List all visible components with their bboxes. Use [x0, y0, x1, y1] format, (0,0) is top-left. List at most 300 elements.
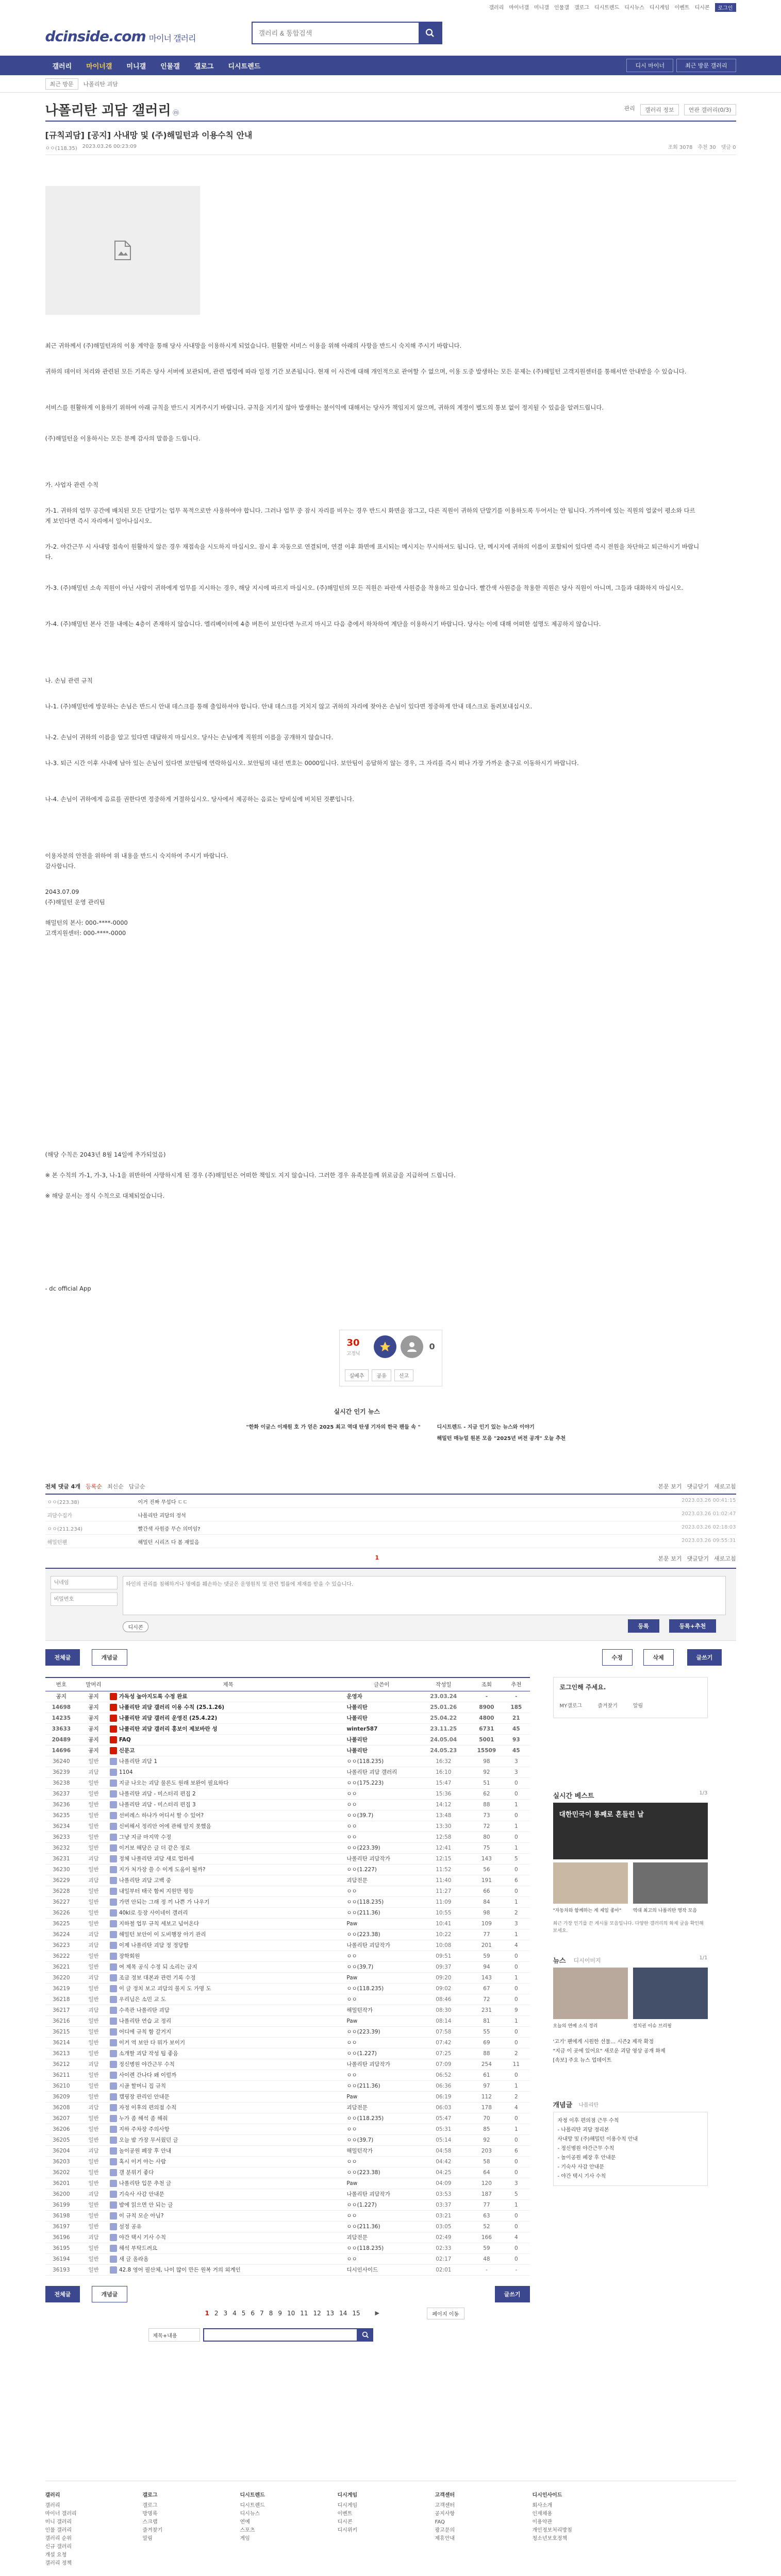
sort-reply[interactable]: 답글순 — [128, 1483, 145, 1490]
post-title-link[interactable] — [110, 1821, 347, 1832]
table-row[interactable] — [45, 1864, 530, 1875]
comment-author[interactable]: 괴담수집가 — [47, 1513, 72, 1519]
news-item[interactable]: [속보] 주요 뉴스 업데이트 — [553, 2058, 612, 2063]
footer-link[interactable]: 이용약관 — [532, 2519, 553, 2525]
table-row[interactable] — [45, 2070, 530, 2080]
post-title-link[interactable] — [110, 2134, 347, 2145]
page-jump-button[interactable]: 페이지 이동 — [427, 2308, 464, 2319]
related-gallery-button[interactable]: 연관 갤러리(0/3) — [684, 104, 736, 115]
table-row[interactable] — [45, 1972, 530, 1983]
all-posts-button[interactable]: 전체글 — [45, 1649, 80, 1666]
post-title-link[interactable] — [110, 1983, 347, 1994]
post-writer[interactable]: ㅇㅇ(223.38) — [346, 1929, 417, 1940]
footer-column-heading[interactable]: 갤러리 — [45, 2493, 60, 2498]
page-number[interactable]: 8 — [269, 2309, 273, 2317]
post-writer[interactable]: 나폴리탄 — [346, 1702, 417, 1713]
page-number[interactable]: 5 — [241, 2309, 246, 2317]
realtime-best-caption[interactable]: 역대 최고의 나폴리탄 명작 모음 — [633, 1908, 697, 1913]
top-link-news[interactable]: 디시뉴스 — [624, 5, 644, 11]
post-writer[interactable]: 디시인사이드 — [346, 2264, 417, 2275]
post-title-link[interactable] — [110, 2070, 347, 2080]
table-row[interactable] — [45, 1918, 530, 1929]
table-row[interactable] — [45, 1907, 530, 1918]
concept-item[interactable]: 사내망 및 (주)해밀턴 이용수칙 안내 — [557, 2137, 638, 2142]
table-row[interactable] — [45, 2124, 530, 2134]
post-writer[interactable]: 괴담전문 — [346, 1875, 417, 1886]
post-title-link[interactable] — [110, 1896, 347, 1907]
comment-name-input[interactable] — [51, 1576, 118, 1589]
top-link-minor[interactable]: 마이너갤 — [509, 5, 529, 11]
news-item[interactable]: "지금 이 곳에 있어요" 새로운 괴담 영상 공개 화제 — [553, 2048, 666, 2054]
page-number[interactable]: 15 — [352, 2309, 360, 2317]
table-row[interactable] — [45, 2113, 530, 2124]
page-number[interactable]: 9 — [278, 2309, 282, 2317]
table-row[interactable] — [45, 2210, 530, 2221]
table-row[interactable] — [45, 1842, 530, 1853]
concept-item[interactable]: - 기숙사 사감 안내문 — [557, 2164, 604, 2170]
post-title-link[interactable] — [110, 1940, 347, 1951]
footer-link[interactable]: 인재채용 — [532, 2511, 553, 2517]
table-row[interactable] — [45, 2091, 530, 2102]
write-button[interactable]: 글쓰기 — [687, 1649, 722, 1666]
post-writer[interactable]: ㅇㅇ(118.235) — [346, 2113, 417, 2124]
vote-down-button[interactable] — [401, 1335, 423, 1358]
concept-tab[interactable]: 나폴리탄 — [578, 2103, 599, 2108]
top-link-person[interactable]: 인물갤 — [554, 5, 569, 11]
table-row[interactable] — [45, 2015, 530, 2026]
post-title-link[interactable] — [110, 2145, 347, 2156]
post-writer[interactable]: ㅇㅇ — [346, 1951, 417, 1961]
post-title-link[interactable] — [110, 1918, 347, 1929]
table-row[interactable] — [45, 2005, 530, 2015]
best-posts-button-bottom[interactable]: 개념글 — [92, 2286, 128, 2302]
post-writer[interactable]: 나폴리탄 — [346, 1713, 417, 1723]
page-number[interactable]: 12 — [313, 2309, 321, 2317]
post-writer[interactable]: ㅇㅇ(118.235) — [346, 1756, 417, 1767]
table-row[interactable] — [45, 1799, 530, 1810]
footer-link[interactable]: 갤러리 순위 — [45, 2536, 72, 2541]
realtime-best-thumb[interactable] — [553, 1862, 628, 1904]
concept-item[interactable]: - 놀이공원 폐장 후 안내문 — [557, 2155, 616, 2161]
close-comments-link-2[interactable]: 댓글닫기 — [687, 1555, 709, 1562]
table-row[interactable] — [45, 2156, 530, 2167]
footer-link[interactable]: 알림 — [142, 2536, 153, 2541]
notice-row[interactable] — [45, 1702, 530, 1713]
post-title-link[interactable] — [110, 1864, 347, 1875]
page-number[interactable]: 7 — [260, 2309, 264, 2317]
post-writer[interactable]: ㅇㅇ — [346, 2210, 417, 2221]
table-row[interactable] — [45, 2199, 530, 2210]
table-row[interactable] — [45, 1756, 530, 1767]
footer-link[interactable]: 인물 갤러리 — [45, 2528, 72, 2533]
nav-person[interactable]: 인물갤 — [160, 62, 180, 71]
table-row[interactable] — [45, 2189, 530, 2199]
refresh-comments-link-2[interactable]: 새로고침 — [713, 1555, 736, 1562]
table-row[interactable] — [45, 2232, 530, 2243]
close-comments-link[interactable]: 댓글닫기 — [687, 1483, 709, 1490]
page-number[interactable]: 13 — [326, 2309, 335, 2317]
comment-submit-recommend-button[interactable]: 등록+추천 — [669, 1619, 717, 1633]
post-writer[interactable]: Paw — [346, 2015, 417, 2026]
site-logo[interactable] — [45, 28, 196, 45]
post-writer[interactable]: 나폴리탄 — [346, 1745, 417, 1756]
page-number[interactable]: 4 — [232, 2309, 237, 2317]
footer-link[interactable]: 개인정보처리방침 — [532, 2528, 572, 2533]
post-title-link[interactable] — [110, 2156, 347, 2167]
post-writer[interactable]: ㅇㅇ(39.7) — [346, 1810, 417, 1821]
comment-count-tab[interactable]: 전체 댓글 4개 — [45, 1483, 80, 1490]
footer-link[interactable]: 디시콘 — [337, 2519, 353, 2525]
my-gallog-link[interactable]: MY갤로그 — [559, 1703, 583, 1709]
nav-trend[interactable]: 디시트렌드 — [228, 62, 261, 71]
nav-minor[interactable]: 마이너갤 — [86, 62, 112, 71]
comment-textarea[interactable] — [123, 1576, 726, 1615]
post-title-link[interactable] — [110, 1994, 347, 2005]
post-title-link[interactable] — [110, 1832, 347, 1842]
post-title-link[interactable] — [110, 2091, 347, 2102]
post-writer[interactable]: ㅇㅇ — [346, 1886, 417, 1896]
footer-link[interactable]: 스크랩 — [142, 2519, 158, 2525]
post-writer[interactable]: 나폴리탄 괴담작가 — [346, 1853, 417, 1864]
post-title-link[interactable] — [110, 1875, 347, 1886]
footer-link[interactable]: 미니 갤러리 — [45, 2519, 72, 2525]
write-button-bottom[interactable]: 글쓰기 — [495, 2286, 530, 2302]
table-row[interactable] — [45, 2134, 530, 2145]
table-row[interactable] — [45, 1832, 530, 1842]
news-caption[interactable]: 오늘의 연예 소식 정리 — [553, 2024, 598, 2029]
realtime-news-item[interactable]: 디시트렌드 - 지금 인기 있는 뉴스와 이야기 — [437, 1425, 535, 1430]
footer-link[interactable]: 디시뉴스 — [240, 2511, 260, 2517]
footer-link[interactable]: 청소년보호정책 — [532, 2536, 568, 2541]
post-writer[interactable]: 나폴리탄 괴담작가 — [346, 1940, 417, 1951]
nav-mini[interactable]: 미니갤 — [126, 62, 146, 71]
footer-link[interactable]: 이벤트 — [337, 2511, 353, 2517]
dccon-button[interactable]: 디시콘 — [123, 1621, 149, 1632]
footer-link[interactable]: 디시위키 — [337, 2528, 358, 2533]
table-row[interactable] — [45, 2026, 530, 2037]
page-number[interactable]: 14 — [339, 2309, 347, 2317]
post-writer[interactable]: ㅇㅇ — [346, 1821, 417, 1832]
post-title-link[interactable] — [110, 2059, 347, 2070]
top-link-event[interactable]: 이벤트 — [674, 5, 690, 11]
table-row[interactable] — [45, 1961, 530, 1972]
footer-link[interactable]: 고객센터 — [435, 2503, 455, 2509]
report-button[interactable]: 신고 — [394, 1369, 413, 1381]
nav-gallery[interactable]: 갤러리 — [52, 62, 72, 71]
post-writer[interactable]: 나폴리탄 괴담작가 — [346, 2059, 417, 2070]
search-type-select[interactable]: 제목+내용 — [148, 2328, 200, 2342]
post-title-link[interactable] — [110, 1961, 347, 1972]
concept-item[interactable]: - 정신병원 야간근무 수칙 — [557, 2146, 614, 2151]
post-writer[interactable]: ㅇㅇ(223.38) — [346, 2167, 417, 2178]
gallery-info-button[interactable]: 갤러리 정보 — [640, 104, 679, 115]
post-writer[interactable]: ㅇㅇ(39.7) — [346, 2134, 417, 2145]
table-row[interactable] — [45, 1983, 530, 1994]
post-title-link[interactable] — [110, 1886, 347, 1896]
post-title-link[interactable] — [110, 1723, 347, 1734]
top-link-dccon[interactable]: 디시콘 — [694, 5, 710, 11]
table-row[interactable] — [45, 2178, 530, 2189]
footer-link[interactable]: 디시게임 — [337, 2503, 358, 2509]
top-link-game[interactable]: 디시게임 — [649, 5, 670, 11]
post-writer[interactable]: ㅇㅇ(223.39) — [346, 2026, 417, 2037]
post-title-link[interactable] — [110, 1929, 347, 1940]
table-row[interactable] — [45, 1896, 530, 1907]
post-title-link[interactable] — [110, 2037, 347, 2048]
comment-password-input[interactable] — [51, 1592, 118, 1606]
post-title-link[interactable] — [110, 2048, 347, 2059]
table-row[interactable] — [45, 1788, 530, 1799]
nav-dc-minor-button[interactable]: 디시 마이너 — [626, 59, 673, 72]
footer-link[interactable]: 갤러리 정책 — [45, 2561, 72, 2566]
top-link-gallery[interactable]: 갤러리 — [489, 5, 504, 11]
post-title-link[interactable] — [110, 2232, 347, 2243]
post-writer[interactable]: ㅇㅇ — [346, 2156, 417, 2167]
comment-author[interactable]: ㅇㅇ(211.234) — [47, 1527, 82, 1532]
realtime-best-thumb[interactable] — [633, 1862, 708, 1904]
post-title-link[interactable] — [110, 1713, 347, 1723]
concept-item[interactable]: - 야간 택시 기사 수칙 — [557, 2174, 606, 2179]
post-title-link[interactable] — [110, 2264, 347, 2275]
page-number[interactable]: 3 — [223, 2309, 228, 2317]
post-writer[interactable]: 해밀턴작가 — [346, 2005, 417, 2015]
table-row[interactable] — [45, 2167, 530, 2178]
footer-link[interactable]: 공지사항 — [435, 2511, 455, 2517]
notice-row[interactable] — [45, 1723, 530, 1734]
page-number[interactable]: 10 — [287, 2309, 295, 2317]
post-title-link[interactable] — [110, 2080, 347, 2091]
news-image-tab[interactable]: 디시이미지 — [573, 1957, 601, 1964]
table-row[interactable] — [45, 2221, 530, 2232]
post-title-link[interactable] — [110, 1745, 347, 1756]
realtime-news-item[interactable]: 해밀턴 매뉴얼 원본 모음 "2025년 버전 공개" 오늘 추천 — [437, 1436, 566, 1442]
post-title-link[interactable] — [110, 2124, 347, 2134]
next-page-button[interactable]: ▶ — [375, 2309, 379, 2316]
comment-author[interactable]: ㅇㅇ(223.38) — [47, 1500, 79, 1505]
view-body-link[interactable]: 본문 보기 — [658, 1483, 682, 1490]
post-writer[interactable]: ㅇㅇ(118.235) — [346, 1896, 417, 1907]
post-title-link[interactable] — [110, 2253, 347, 2264]
post-writer[interactable]: 나폴리탄 괴담작가 — [346, 2189, 417, 2199]
post-writer[interactable]: ㅇㅇ — [346, 1799, 417, 1810]
recent-gallery-link[interactable]: 나폴리탄 괴담 — [83, 81, 118, 88]
notification-link[interactable]: 알림 — [633, 1703, 643, 1709]
footer-link[interactable]: 신규 갤러리 — [45, 2544, 72, 2550]
post-writer[interactable]: ㅇㅇ(118.235) — [346, 2243, 417, 2253]
footer-column-heading[interactable]: 디시트렌드 — [240, 2493, 265, 2498]
post-title-link[interactable] — [110, 2210, 347, 2221]
table-row[interactable] — [45, 1940, 530, 1951]
footer-link[interactable]: 스포츠 — [240, 2528, 255, 2533]
concept-title[interactable]: 개념글 — [553, 2102, 573, 2109]
table-row[interactable] — [45, 2102, 530, 2113]
post-title-link[interactable] — [110, 2243, 347, 2253]
footer-column-heading[interactable]: 고객센터 — [435, 2493, 455, 2498]
post-title-link[interactable] — [110, 2178, 347, 2189]
table-row[interactable] — [45, 2059, 530, 2070]
realtime-best-image[interactable]: 대한민국이 통째로 흔들린 날 — [553, 1803, 708, 1859]
post-writer[interactable]: ㅇㅇ(211.36) — [346, 2080, 417, 2091]
gallery-title[interactable]: 나폴리탄 괴담 갤러리 — [45, 103, 171, 118]
delete-button[interactable]: 삭제 — [643, 1649, 674, 1666]
post-title-link[interactable] — [110, 1810, 347, 1821]
table-row[interactable] — [45, 1777, 530, 1788]
top-link-mini[interactable]: 미니갤 — [534, 5, 549, 11]
table-row[interactable] — [45, 1875, 530, 1886]
sort-registered[interactable]: 등록순 — [85, 1483, 102, 1490]
table-row[interactable] — [45, 1994, 530, 2005]
page-number[interactable]: 2 — [214, 2309, 219, 2317]
recent-visit-button[interactable]: 최근 방문 갤러리 — [676, 59, 736, 72]
recent-label[interactable]: 최근 방문 — [45, 78, 78, 90]
post-writer[interactable]: ㅇㅇ(175.223) — [346, 1777, 417, 1788]
news-item[interactable]: '고기' 팬에게 시원한 선물… 시즌2 제작 확정 — [553, 2039, 654, 2045]
realtime-best-caption[interactable]: "자동차와 함께하는 게 제일 좋아" — [553, 1908, 622, 1913]
post-title-link[interactable] — [110, 2221, 347, 2232]
post-writer[interactable]: Paw — [346, 2178, 417, 2189]
modify-button[interactable]: 수정 — [602, 1649, 633, 1666]
view-body-link-2[interactable]: 본문 보기 — [658, 1555, 682, 1562]
post-title-link[interactable] — [110, 1756, 347, 1767]
post-title-link[interactable] — [110, 1853, 347, 1864]
post-title-link[interactable] — [110, 1799, 347, 1810]
refresh-comments-link[interactable]: 새로고침 — [713, 1483, 736, 1490]
post-title-link[interactable] — [110, 1972, 347, 1983]
footer-link[interactable]: 방명록 — [142, 2511, 158, 2517]
post-title-link[interactable] — [110, 1691, 347, 1702]
post-writer[interactable]: Paw — [346, 1918, 417, 1929]
news-thumb[interactable] — [553, 1968, 628, 2019]
post-writer[interactable]: Paw — [346, 1972, 417, 1983]
footer-link[interactable]: 갤로그 — [142, 2503, 158, 2509]
post-author[interactable]: ㅇㅇ(118.35) — [45, 146, 77, 151]
table-row[interactable] — [45, 1853, 530, 1864]
table-row[interactable] — [45, 2264, 530, 2275]
footer-link[interactable]: 디시트렌드 — [240, 2503, 265, 2509]
post-writer[interactable]: ㅇㅇ — [346, 1832, 417, 1842]
post-writer[interactable]: ㅇㅇ — [346, 1994, 417, 2005]
post-writer[interactable]: ㅇㅇ(1.227) — [346, 2199, 417, 2210]
nav-gallog[interactable]: 갤로그 — [194, 62, 214, 71]
post-writer[interactable]: 나폴리탄 — [346, 1734, 417, 1745]
post-title-link[interactable] — [110, 2113, 347, 2124]
list-search-button[interactable] — [358, 2328, 373, 2342]
post-writer[interactable]: ㅇㅇ(211.36) — [346, 1907, 417, 1918]
notice-row[interactable] — [45, 1691, 530, 1702]
post-writer[interactable]: 괴담전문 — [346, 2232, 417, 2243]
notice-row[interactable] — [45, 1745, 530, 1756]
share-button[interactable]: 공유 — [372, 1369, 391, 1381]
footer-link[interactable]: FAQ — [435, 2519, 445, 2525]
sort-latest[interactable]: 최신순 — [107, 1483, 124, 1490]
post-writer[interactable]: ㅇㅇ — [346, 2124, 417, 2134]
table-row[interactable] — [45, 2037, 530, 2048]
post-title-link[interactable] — [110, 2026, 347, 2037]
top-link-trend[interactable]: 디시트렌드 — [594, 5, 620, 11]
login-button[interactable]: 로그인 — [715, 3, 736, 12]
post-title-link[interactable] — [110, 2005, 347, 2015]
comment-page-1[interactable]: 1 — [375, 1554, 379, 1561]
news-caption[interactable]: 정치권 이슈 브리핑 — [633, 2024, 672, 2029]
vote-up-button[interactable] — [374, 1335, 396, 1358]
post-writer[interactable]: ㅇㅇ — [346, 2070, 417, 2080]
comment-author[interactable]: 해밀턴팬 — [47, 1540, 68, 1546]
post-writer[interactable]: winter587 — [346, 1723, 417, 1734]
post-comment-count[interactable]: 댓글 0 — [721, 145, 736, 150]
footer-link[interactable]: 회사소개 — [532, 2503, 553, 2509]
footer-link[interactable]: 즐겨찾기 — [142, 2528, 163, 2533]
login-box-title[interactable]: 로그인해 주세요. — [559, 1684, 606, 1691]
post-writer[interactable]: ㅇㅇ — [346, 1788, 417, 1799]
table-row[interactable] — [45, 1951, 530, 1961]
post-writer[interactable]: ㅇㅇ(39.7) — [346, 1961, 417, 1972]
post-writer[interactable]: ㅇㅇ(118.235) — [346, 1983, 417, 1994]
table-row[interactable] — [45, 1886, 530, 1896]
list-search-input[interactable] — [203, 2328, 358, 2342]
table-row[interactable] — [45, 1767, 530, 1777]
post-title-link[interactable] — [110, 1767, 347, 1777]
table-row[interactable] — [45, 2253, 530, 2264]
footer-link[interactable]: 게임 — [240, 2536, 250, 2541]
post-writer[interactable]: ㅇㅇ — [346, 2037, 417, 2048]
favorites-link[interactable]: 즐겨찾기 — [597, 1703, 618, 1709]
table-row[interactable] — [45, 1821, 530, 1832]
search-input[interactable] — [253, 23, 419, 43]
search-button[interactable] — [419, 23, 441, 43]
notice-row[interactable] — [45, 1713, 530, 1723]
post-writer[interactable]: 나폴리탄 괴담 갤러리 — [346, 1767, 417, 1777]
footer-link[interactable]: 연예 — [240, 2519, 250, 2525]
footer-link[interactable]: 마이너 갤러리 — [45, 2511, 77, 2517]
footer-column-heading[interactable]: 디시게임 — [337, 2493, 358, 2498]
page-number[interactable]: 1 — [205, 2309, 209, 2317]
news-title[interactable]: 뉴스 — [553, 1957, 566, 1965]
all-posts-button-bottom[interactable]: 전체글 — [45, 2286, 80, 2302]
page-number[interactable]: 11 — [300, 2309, 308, 2317]
concept-item[interactable]: - 나폴리탄 괴담 정리본 — [557, 2127, 609, 2133]
silbe-button[interactable]: 실베추 — [345, 1369, 369, 1381]
post-title-link[interactable] — [110, 1734, 347, 1745]
footer-link[interactable]: 갤러리 — [45, 2503, 60, 2509]
post-title-link[interactable] — [110, 2167, 347, 2178]
post-title-link[interactable] — [110, 2189, 347, 2199]
table-row[interactable] — [45, 1810, 530, 1821]
best-posts-button[interactable]: 개념글 — [92, 1649, 128, 1666]
post-title-link[interactable] — [110, 1907, 347, 1918]
footer-link[interactable]: 광고문의 — [435, 2528, 455, 2533]
table-row[interactable] — [45, 1929, 530, 1940]
table-row[interactable] — [45, 2080, 530, 2091]
footer-link[interactable]: 제휴안내 — [435, 2536, 455, 2541]
post-writer[interactable]: 운영자 — [346, 1691, 417, 1702]
comment-submit-button[interactable]: 등록 — [628, 1619, 659, 1633]
post-title-link[interactable] — [110, 1788, 347, 1799]
post-title-link[interactable] — [110, 2102, 347, 2113]
post-title-link[interactable] — [110, 1777, 347, 1788]
page-number[interactable]: 6 — [251, 2309, 255, 2317]
news-thumb[interactable] — [633, 1968, 708, 2019]
post-title-link[interactable] — [110, 2199, 347, 2210]
post-image[interactable] — [45, 186, 200, 315]
concept-item[interactable]: 자정 이후 편의점 근무 수칙 — [557, 2118, 619, 2124]
post-title-link[interactable] — [110, 1702, 347, 1713]
post-writer[interactable]: ㅇㅇ(211.36) — [346, 2221, 417, 2232]
post-title-link[interactable] — [110, 2015, 347, 2026]
table-row[interactable] — [45, 2145, 530, 2156]
table-row[interactable] — [45, 2243, 530, 2253]
top-link-gallog[interactable]: 갤로그 — [574, 5, 589, 11]
footer-column-heading[interactable]: 갤로그 — [142, 2493, 158, 2498]
